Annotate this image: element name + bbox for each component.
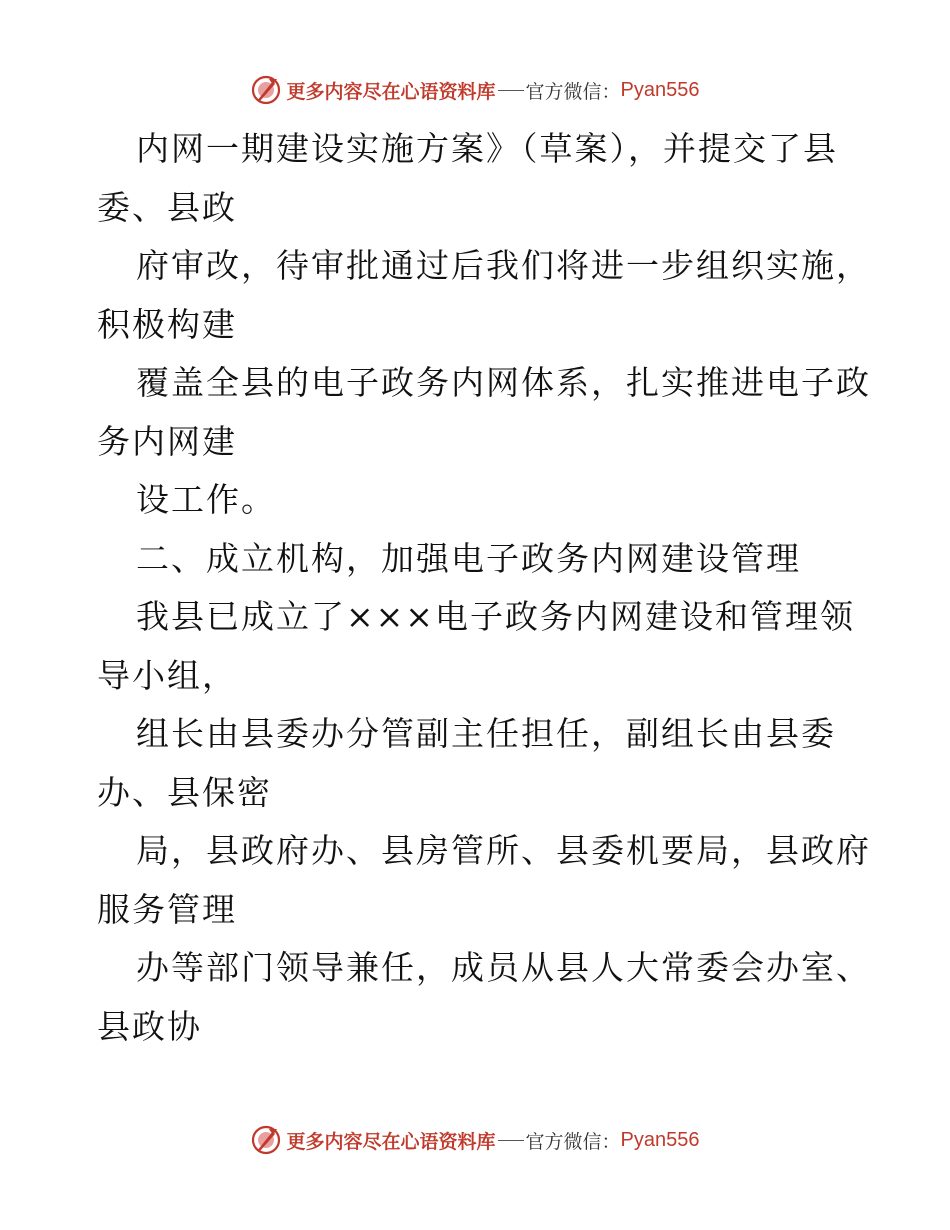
quill-logo-icon xyxy=(251,75,281,105)
text-line: 办、县保密 xyxy=(97,772,272,812)
text-line: 导小组， xyxy=(97,655,237,695)
text-line: 内网一期建设实施方案》（草案），并提交了县 xyxy=(136,129,838,168)
text-line: 我县已成立了×××电子政务内网建设和管理领 xyxy=(136,597,855,636)
header-banner xyxy=(0,70,950,110)
footer-dash xyxy=(498,1140,524,1141)
text-line: 组长由县委办分管副主任担任，副组长由县委 xyxy=(136,714,836,753)
document-body xyxy=(97,120,871,1056)
text-line: 务内网建 xyxy=(97,421,237,461)
text-line: 县政协 xyxy=(97,1006,202,1046)
footer-banner xyxy=(0,1120,950,1160)
footer-contact-label: 官方微信： xyxy=(525,1130,621,1153)
text-line: 覆盖全县的电子政务内网体系，扎实推进电子政 xyxy=(136,363,871,402)
header-contact-label: 官方微信： xyxy=(525,80,621,103)
header-brand-text: 更多内容尽在心语资料库 xyxy=(286,80,496,103)
text-line: 府审改，待审批通过后我们将进一步组织实施， xyxy=(136,246,871,285)
quill-logo-icon xyxy=(251,1125,281,1155)
text-line: 设工作。 xyxy=(136,480,276,519)
header-dash xyxy=(498,90,524,91)
header-contact-id: Pyan556 xyxy=(620,78,700,101)
footer-contact-id: Pyan556 xyxy=(620,1128,700,1151)
text-line: 局，县政府办、县房管所、县委机要局，县政府 xyxy=(136,831,871,870)
text-line: 服务管理 xyxy=(97,889,237,929)
section-heading: 二、成立机构，加强电子政务内网建设管理 xyxy=(136,538,801,578)
text-line: 委、县政 xyxy=(97,187,237,227)
text-line: 积极构建 xyxy=(97,304,237,344)
text-line: 办等部门领导兼任，成员从县人大常委会办室、 xyxy=(136,948,871,987)
footer-brand-text: 更多内容尽在心语资料库 xyxy=(286,1130,496,1153)
